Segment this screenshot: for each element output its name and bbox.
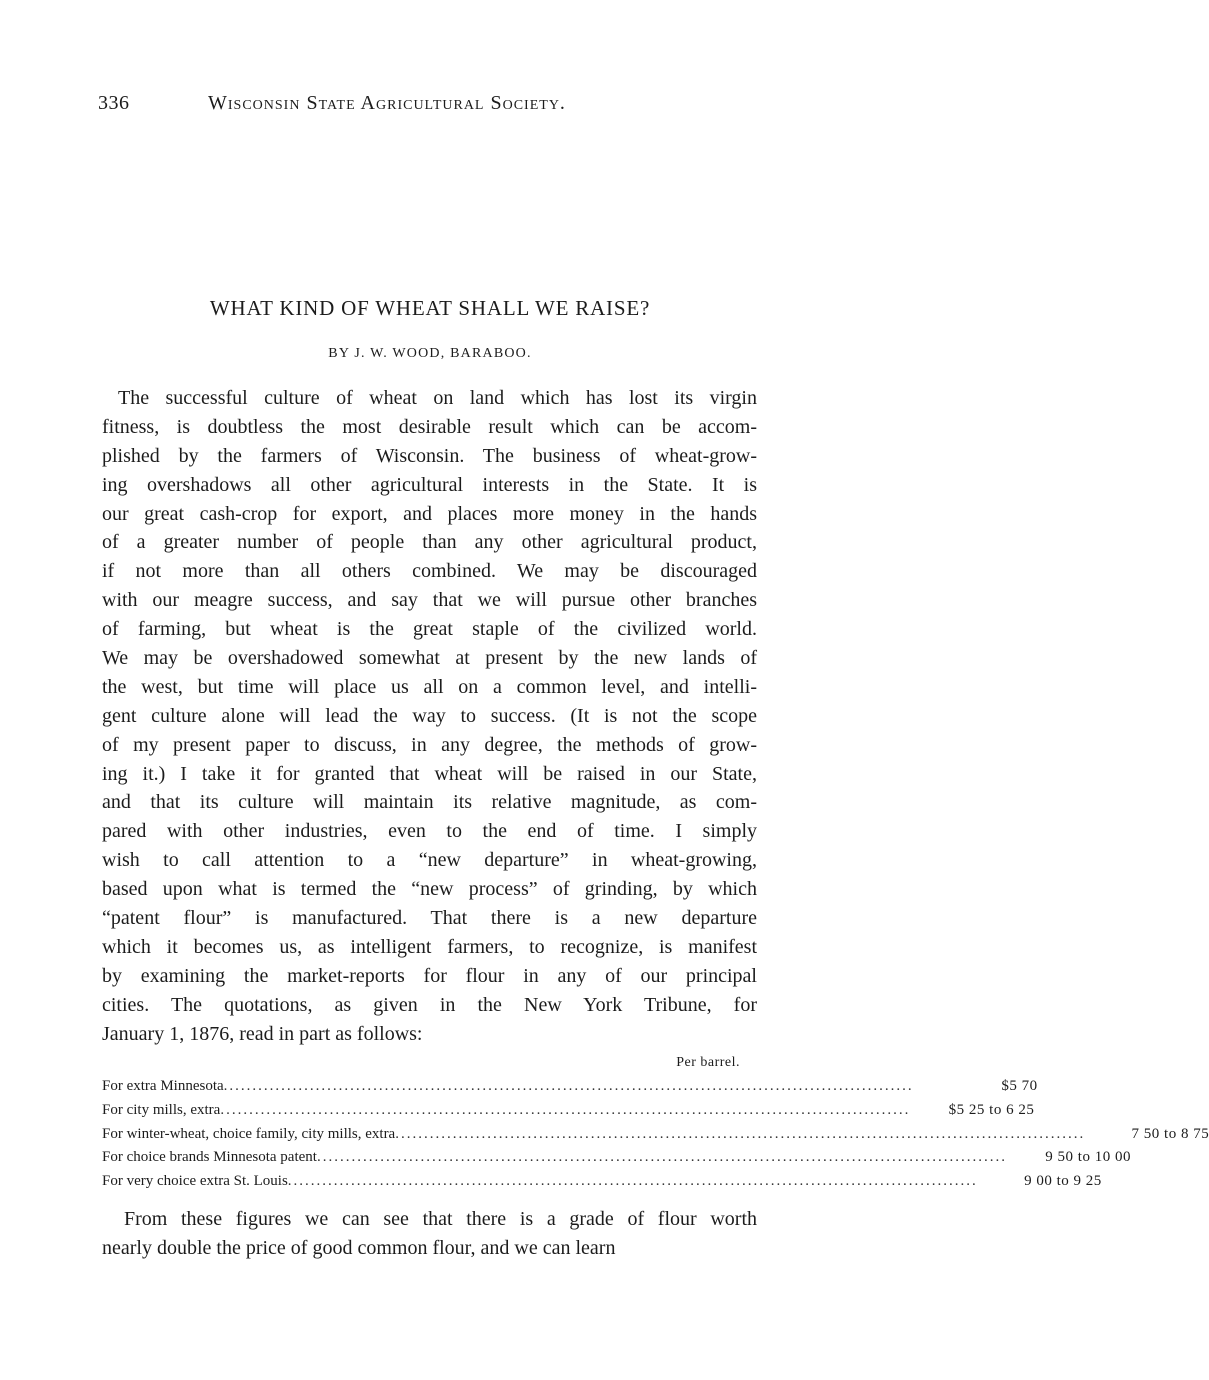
price-item-label: For extra Minnesota <box>102 1078 224 1094</box>
text-line: From these figures we can see that there is a grade of flour worth <box>124 1208 757 1230</box>
text-line: pared with other industries, even to the end of time. I simply <box>102 820 757 843</box>
text-line: plished by the farmers of Wisconsin. The business of wheat-grow- <box>102 444 757 467</box>
price-value: $5 70 <box>1001 1078 1038 1094</box>
text-line: our great cash-crop for export, and places more money in the hands <box>102 502 757 525</box>
price-row <box>102 1170 1102 1194</box>
price-item-label: For very choice extra St. Louis <box>102 1173 288 1190</box>
price-value: 9 00 to 9 25 <box>1024 1173 1102 1190</box>
text-line: of a greater number of people than any other agricultural product, <box>102 531 757 554</box>
text-line: We may be overshadowed somewhat at present by the new lands of <box>102 647 757 670</box>
price-row <box>102 1075 1038 1099</box>
price-value: $5 25 to 6 25 <box>948 1101 1035 1118</box>
text-line: “patent flour” is manufactured. That there is a new departure <box>102 907 757 930</box>
text-line: wish to call attention to a “new departure” in wheat-growing, <box>102 849 757 872</box>
text-line: The successful culture of wheat on land which has lost its virgin <box>118 387 757 409</box>
price-row <box>102 1146 1131 1170</box>
journal-title: Wisconsin State Agricultural Society. <box>208 92 566 114</box>
text-line: of farming, but wheat is the great staple of the civilized world. <box>102 618 757 641</box>
price-table-unit-header: Per barrel. <box>676 1055 740 1070</box>
dot-leader: ........................................................................................................................ <box>395 1125 1086 1142</box>
price-row <box>102 1099 1035 1123</box>
article-byline: BY J. W. WOOD, BARABOO. <box>328 346 532 361</box>
page-number: 336 <box>98 92 130 114</box>
text-line: ing overshadows all other agricultural interests in the State. It is <box>102 473 757 496</box>
dot-leader: ........................................................................................................................ <box>287 1173 978 1190</box>
text-line: ing it.) I take it for granted that wheat will be raised in our State, <box>102 762 757 785</box>
text-line: and that its culture will maintain its relative magnitude, as com- <box>102 791 757 814</box>
article-title: WHAT KIND OF WHEAT SHALL WE RAISE? <box>209 296 651 320</box>
text-line: of my present paper to discuss, in any degree, the methods of grow- <box>102 733 757 756</box>
price-value: 9 50 to 10 00 <box>1045 1149 1131 1166</box>
dot-leader: ........................................................................................................................ <box>223 1078 914 1094</box>
price-item-label: For city mills, extra <box>102 1101 221 1118</box>
price-item-label: For winter-wheat, choice family, city mills, extra <box>102 1125 396 1142</box>
text-line: cities. The quotations, as given in the New York Tribune, for <box>102 993 757 1016</box>
price-table-rows <box>102 1075 1209 1194</box>
paragraph-1 <box>102 384 757 1048</box>
paragraph-2 <box>102 1205 757 1263</box>
price-table <box>102 1055 1209 1194</box>
running-header <box>98 92 758 122</box>
text-line: which it becomes us, as intelligent farmers, to recognize, is manifest <box>102 935 757 958</box>
price-value: 7 50 to 8 75 <box>1131 1125 1209 1142</box>
text-line: based upon what is termed the “new process” of grinding, by which <box>102 878 757 901</box>
text-line: nearly double the price of good common flour, and we can learn <box>102 1236 616 1259</box>
text-line: if not more than all others combined. We may be discouraged <box>102 560 757 583</box>
text-line: by examining the market-reports for flour in any of our principal <box>102 964 757 987</box>
dot-leader: ........................................................................................................................ <box>220 1101 911 1118</box>
price-row <box>102 1123 1209 1147</box>
dot-leader: ........................................................................................................................ <box>316 1149 1007 1166</box>
price-item-label: For choice brands Minnesota patent <box>102 1149 317 1166</box>
text-line: the west, but time will place us all on a common level, and intelli- <box>102 675 757 698</box>
text-line: with our meagre success, and say that we will pursue other branches <box>102 589 757 612</box>
text-line: January 1, 1876, read in part as follows: <box>102 1022 423 1045</box>
text-line: gent culture alone will lead the way to success. (It is not the scope <box>102 704 757 727</box>
text-line: fitness, is doubtless the most desirable result which can be accom- <box>102 415 757 438</box>
